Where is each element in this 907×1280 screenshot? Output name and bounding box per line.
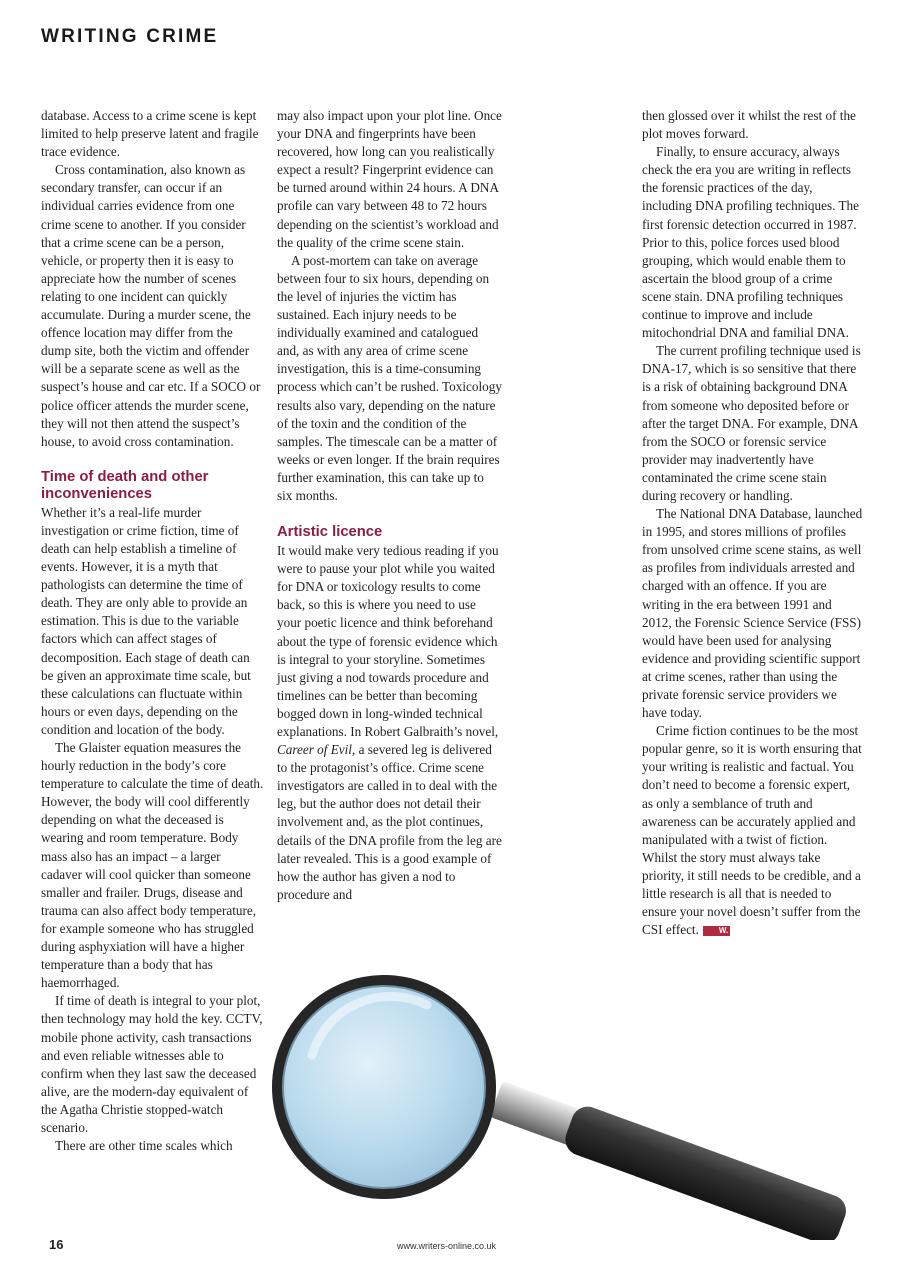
footer-url: www.writers-online.co.uk [397, 1241, 497, 1251]
paragraph: then glossed over it whilst the rest of the plot moves forward. [642, 108, 856, 142]
paragraph: database. Access to a crime scene is kept limited to help preserve latent and fragile trace evidence. [41, 108, 259, 160]
paragraph-text: Crime fiction continues to be the most popular genre, so it is worth ensuring that your writing is realistic and factual. You don’t need to become a forensic expert, as only a semblance of truth and awareness can be accurately applied and manipulated with a twist of fiction. Whilst the story must always take priority, it still needs to be credible, and a little research is all that is needed to ensure your novel doesn’t suffer from the CSI effect. [642, 723, 862, 938]
paragraph-text: It would make very tedious reading if you were to pause your plot while you waited for DNA or toxicology results to come back, so this is where you need to use your poetic licence and think beforehand about the type of forensic evidence which is integral to your storyline. Sometimes just giving a nod towards procedure and timelines can be better than becoming bogged down in long-winded technical explanations. In Robert Galbraith’s novel, [277, 543, 499, 739]
section-title: WRITING CRIME [41, 26, 219, 47]
paragraph: Finally, to ensure accuracy, always check the era you are writing in reflects the forensic practices of the day, including DNA profiling techniques. The first forensic detection occurred in 1987. Prior to this, police forces used blood grouping, which would enable them to ascertain the blood group of a crime scene stain. DNA profiling techniques continue to improve and include mitochondrial DNA and familial DNA. [642, 144, 859, 341]
paragraph: The Glaister equation measures the hourly reduction in the body’s core temperature to calculate the time of death. However, the body will cool differently depending on what the deceased is wearing and room temperature. Body mass also has an impact – a larger cadaver will cool quicker than someone smaller and frailer. Drugs, disease and trauma can also affect body temperature, for example someone who has struggled during asphyxiation will have a higher temperature than a body that has haemorrhaged. [41, 740, 264, 991]
article-column-3 [642, 107, 864, 939]
paragraph: The National DNA Database, launched in 1995, and stores millions of profiles from unsolved crime scene stains, as well as profiles from individuals arrested and charged with an offence. If you are writing in the era between 1991 and 2012, the Forensic Science Service (FSS) would have been used for analysing evidence and providing scientific support at crime scenes, rather than using the private forensic service providers we have today. [642, 506, 863, 721]
paragraph: If time of death is integral to your plot, then technology may hold the key. CCTV, mobile phone activity, cash transactions and even reliable witnesses able to confirm when they last saw the deceased alive, are the modern-day equivalent of the Agatha Christie stopped-watch scenario. [41, 993, 263, 1135]
paragraph: Cross contamination, also known as secondary transfer, can occur if an individual carries evidence from one crime scene to another. If you consider that a crime scene can be a person, vehicle, or property then it is easy to appreciate how the number of scenes relating to one incident can quickly accumulate. During a murder scene, the offence location may differ from the dump site, both the victim and offender will be a separate scene as well as the suspect’s house and car etc. If a SOCO or police officer attends the murder scene, they will not then attend the suspect’s house, to avoid cross contamination. [41, 162, 261, 449]
end-mark-logo: W. [703, 926, 730, 936]
paragraph: may also impact upon your plot line. Once your DNA and fingerprints have been recovered, how long can you realistically expect a result? Fingerprint evidence can be turned around within 24 hours. A DNA profile can vary between 48 to 72 hours depending on the scientist’s workload and the quality of the crime scene stain. [277, 108, 502, 250]
paragraph: The current profiling technique used is DNA-17, which is so sensitive that there is a risk of obtaining background DNA from someone who deposited before or after the target DNA. For example, DNA from the SOCO or forensic service provider may inadvertently have contaminated the crime scene stain during recovery or handling. [642, 343, 861, 503]
subheading-artistic-licence: Artistic licence [277, 524, 383, 541]
paragraph: Whether it’s a real-life murder investigation or crime fiction, time of death can help establish a timeline of events. However, it is a myth that pathologists can determine the time of death. They are only able to provide an estimation. This is due to the variable factors which can affect stages of decomposition. Each stage of death can be given an approximate time scale, but these calculations can fluctuate within hours or even days, depending on the condition and location of the body. [41, 504, 251, 737]
paragraph [277, 542, 502, 904]
article-column-2 [277, 107, 502, 904]
paragraph: A post-mortem can take on average between four to six hours, depending on the level of injuries the victim has sustained. Each injury needs to be individually examined and catalogued and, as with any area of crime scene investigation, this is a time-consuming process which can’t be rushed. Toxicology results also vary, depending on the nature of the toxin and the condition of the samples. The timescale can be a matter of weeks or even longer. If the brain requires further examination, this can take up to six months. [277, 252, 502, 503]
magnifying-glass-icon [262, 965, 872, 1240]
subheading-time-of-death: Time of death and other inconveniences [41, 468, 209, 502]
article-column-1 [41, 107, 264, 1155]
page-number: 16 [49, 1237, 64, 1252]
paragraph [642, 722, 864, 939]
paragraph-text: a severed leg is delivered to the protagonist’s office. Crime scene investigators are called in to deal with the leg, but the author does not detail their involvement and, as the plot continues, details of the DNA profile from the leg are later revealed. This is a good example of how the author has given a nod to procedure and [277, 742, 502, 902]
paragraph: There are other time scales which [55, 1138, 233, 1154]
book-title: Career of Evil, [277, 742, 356, 758]
